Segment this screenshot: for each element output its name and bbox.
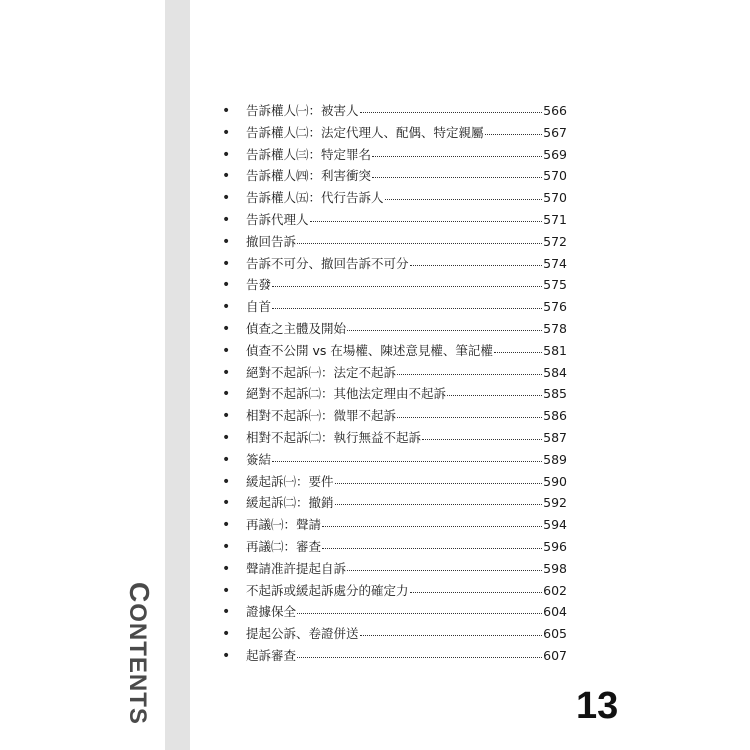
dot-leader bbox=[410, 590, 543, 593]
toc-entry-title: 告訴代理人 bbox=[246, 211, 309, 227]
dot-leader bbox=[485, 132, 543, 135]
bullet-icon: • bbox=[222, 103, 231, 119]
toc-entry-title: 相對不起訴㈠：微罪不起訴 bbox=[246, 408, 397, 424]
dot-leader bbox=[360, 633, 543, 636]
bullet-icon: • bbox=[222, 560, 231, 577]
contents-label-rest: ONTENTS bbox=[124, 603, 151, 725]
toc-entry-title: 告訴權人㈡：法定代理人、配偶、特定親屬 bbox=[246, 124, 484, 140]
bullet-icon: • bbox=[222, 168, 231, 185]
toc-entry bbox=[222, 165, 567, 187]
toc-entry bbox=[222, 580, 567, 602]
bullet-icon: • bbox=[222, 277, 231, 294]
dot-leader bbox=[347, 568, 542, 571]
bullet-icon: • bbox=[222, 124, 231, 141]
bullet-icon: • bbox=[222, 538, 231, 555]
dot-leader bbox=[272, 459, 542, 462]
page-number: 13 bbox=[576, 685, 619, 727]
toc-entry-title: 絕對不起訴㈡：其他法定理由不起訴 bbox=[246, 386, 447, 402]
bullet-icon: • bbox=[222, 429, 231, 446]
toc-entry bbox=[222, 449, 567, 471]
toc-entry-page: 604 bbox=[543, 604, 567, 620]
toc-entry-title: 告訴權人㈤：代行告訴人 bbox=[246, 190, 384, 206]
toc-entry-title: 告訴權人㈣：利害衝突 bbox=[246, 168, 372, 184]
toc-entry-page: 589 bbox=[543, 451, 567, 467]
toc-entry-title: 簽結 bbox=[246, 451, 272, 467]
toc-entry-page: 585 bbox=[543, 386, 567, 402]
toc-entry-title: 告訴權人㈠：被害人 bbox=[246, 103, 359, 118]
bullet-icon: • bbox=[222, 386, 231, 403]
bullet-icon: • bbox=[222, 408, 231, 425]
toc-entry-page: 590 bbox=[543, 473, 567, 489]
toc-entry-page: 581 bbox=[543, 342, 567, 358]
toc-entry-page: 571 bbox=[543, 211, 567, 227]
dot-leader bbox=[494, 350, 542, 353]
dot-leader bbox=[422, 437, 542, 440]
toc-entry-title: 偵查不公開 vs 在場權、陳述意見權、筆記權 bbox=[246, 342, 493, 358]
contents-label bbox=[124, 582, 155, 725]
toc-entry bbox=[222, 362, 567, 384]
toc-entry-title: 絕對不起訴㈠：法定不起訴 bbox=[246, 364, 397, 380]
dot-leader bbox=[322, 546, 542, 549]
dot-leader bbox=[297, 655, 542, 658]
toc-entry-page: 576 bbox=[543, 299, 567, 315]
toc-entry-page: 574 bbox=[543, 255, 567, 271]
toc-entry-page: 586 bbox=[543, 408, 567, 424]
bullet-icon: • bbox=[222, 604, 231, 621]
toc-entry-title: 偵查之主體及開始 bbox=[246, 320, 347, 336]
toc-entry-title: 緩起訴㈡：撤銷 bbox=[246, 495, 334, 511]
toc-entry bbox=[222, 187, 567, 209]
dot-leader bbox=[385, 197, 543, 200]
toc-entry-page: 605 bbox=[543, 626, 567, 642]
toc-entry-page: 570 bbox=[543, 168, 567, 184]
toc-entry bbox=[222, 296, 567, 318]
dot-leader bbox=[272, 306, 542, 309]
contents-label-initial: C bbox=[124, 582, 155, 604]
toc-entry-page: 570 bbox=[543, 190, 567, 206]
toc-entry-page: 598 bbox=[543, 560, 567, 576]
toc-entry bbox=[222, 601, 567, 623]
toc-entry-page: 596 bbox=[543, 538, 567, 554]
toc-entry-page: 578 bbox=[543, 320, 567, 336]
toc-entry-title: 緩起訴㈠：要件 bbox=[246, 473, 334, 489]
toc-entry-title: 聲請准許提起自訴 bbox=[246, 560, 347, 576]
bullet-icon: • bbox=[222, 299, 231, 316]
dot-leader bbox=[335, 502, 543, 505]
toc-entry-page: 594 bbox=[543, 517, 567, 533]
toc-entry bbox=[222, 144, 567, 166]
bullet-icon: • bbox=[222, 255, 231, 272]
bullet-icon: • bbox=[222, 320, 231, 337]
toc-entry-title: 告訴不可分、撤回告訴不可分 bbox=[246, 255, 409, 271]
toc-entry bbox=[222, 274, 567, 296]
bullet-icon: • bbox=[222, 451, 231, 468]
toc-entry bbox=[222, 558, 567, 580]
dot-leader bbox=[372, 175, 542, 178]
dot-leader bbox=[397, 415, 542, 418]
toc-entry bbox=[222, 536, 567, 558]
toc-entry-page: 584 bbox=[543, 364, 567, 380]
bullet-icon: • bbox=[222, 190, 231, 207]
toc-entry bbox=[222, 514, 567, 536]
toc-entry-page: 567 bbox=[543, 124, 567, 140]
toc-entry-title: 撤回告訴 bbox=[246, 233, 297, 249]
dot-leader bbox=[372, 154, 542, 157]
toc-entry-title: 起訴審查 bbox=[246, 647, 297, 663]
toc-entry-title: 告訴權人㈢：特定罪名 bbox=[246, 146, 372, 162]
toc-entry-title: 不起訴或緩起訴處分的確定力 bbox=[246, 582, 409, 598]
toc-entry bbox=[222, 427, 567, 449]
dot-leader bbox=[272, 284, 542, 287]
toc-entry-page: 592 bbox=[543, 495, 567, 511]
toc-entry bbox=[222, 231, 567, 253]
dot-leader bbox=[397, 372, 542, 375]
toc-entry bbox=[222, 318, 567, 340]
toc-entry bbox=[222, 645, 567, 667]
dot-leader bbox=[310, 219, 543, 222]
toc-entry bbox=[222, 471, 567, 493]
dot-leader bbox=[347, 328, 542, 331]
bullet-icon: • bbox=[222, 517, 231, 534]
dot-leader bbox=[360, 110, 543, 113]
toc-entry bbox=[222, 100, 567, 122]
toc-entry-title: 自首 bbox=[246, 299, 272, 315]
bullet-icon: • bbox=[222, 626, 231, 643]
toc-entry-page: 607 bbox=[543, 647, 567, 663]
toc-entry-page: 575 bbox=[543, 277, 567, 293]
toc-entry-page: 566 bbox=[543, 103, 567, 118]
bullet-icon: • bbox=[222, 211, 231, 228]
bullet-icon: • bbox=[222, 473, 231, 490]
side-strip bbox=[165, 0, 190, 750]
toc-entry-page: 569 bbox=[543, 146, 567, 162]
toc-entry bbox=[222, 209, 567, 231]
toc-entry bbox=[222, 623, 567, 645]
toc-entry-title: 再議㈠：聲請 bbox=[246, 517, 322, 533]
toc-entry-title: 提起公訴、卷證併送 bbox=[246, 626, 359, 642]
bullet-icon: • bbox=[222, 364, 231, 381]
toc-entry bbox=[222, 253, 567, 275]
dot-leader bbox=[297, 611, 542, 614]
toc-entry-title: 證據保全 bbox=[246, 604, 297, 620]
toc-entry-page: 572 bbox=[543, 233, 567, 249]
table-of-contents bbox=[222, 100, 567, 667]
toc-entry-title: 相對不起訴㈡：執行無益不起訴 bbox=[246, 429, 422, 445]
bullet-icon: • bbox=[222, 342, 231, 359]
toc-entry-page: 587 bbox=[543, 429, 567, 445]
toc-entry bbox=[222, 122, 567, 144]
toc-entry-title: 告發 bbox=[246, 277, 272, 293]
dot-leader bbox=[335, 481, 543, 484]
dot-leader bbox=[447, 393, 542, 396]
bullet-icon: • bbox=[222, 647, 231, 664]
toc-entry bbox=[222, 492, 567, 514]
bullet-icon: • bbox=[222, 233, 231, 250]
bullet-icon: • bbox=[222, 582, 231, 599]
dot-leader bbox=[297, 241, 542, 244]
toc-entry-title: 再議㈡：審查 bbox=[246, 538, 322, 554]
dot-leader bbox=[410, 263, 543, 266]
toc-entry bbox=[222, 405, 567, 427]
bullet-icon: • bbox=[222, 495, 231, 512]
toc-entry-page: 602 bbox=[543, 582, 567, 598]
toc-entry bbox=[222, 383, 567, 405]
dot-leader bbox=[322, 524, 542, 527]
toc-entry bbox=[222, 340, 567, 362]
bullet-icon: • bbox=[222, 146, 231, 163]
